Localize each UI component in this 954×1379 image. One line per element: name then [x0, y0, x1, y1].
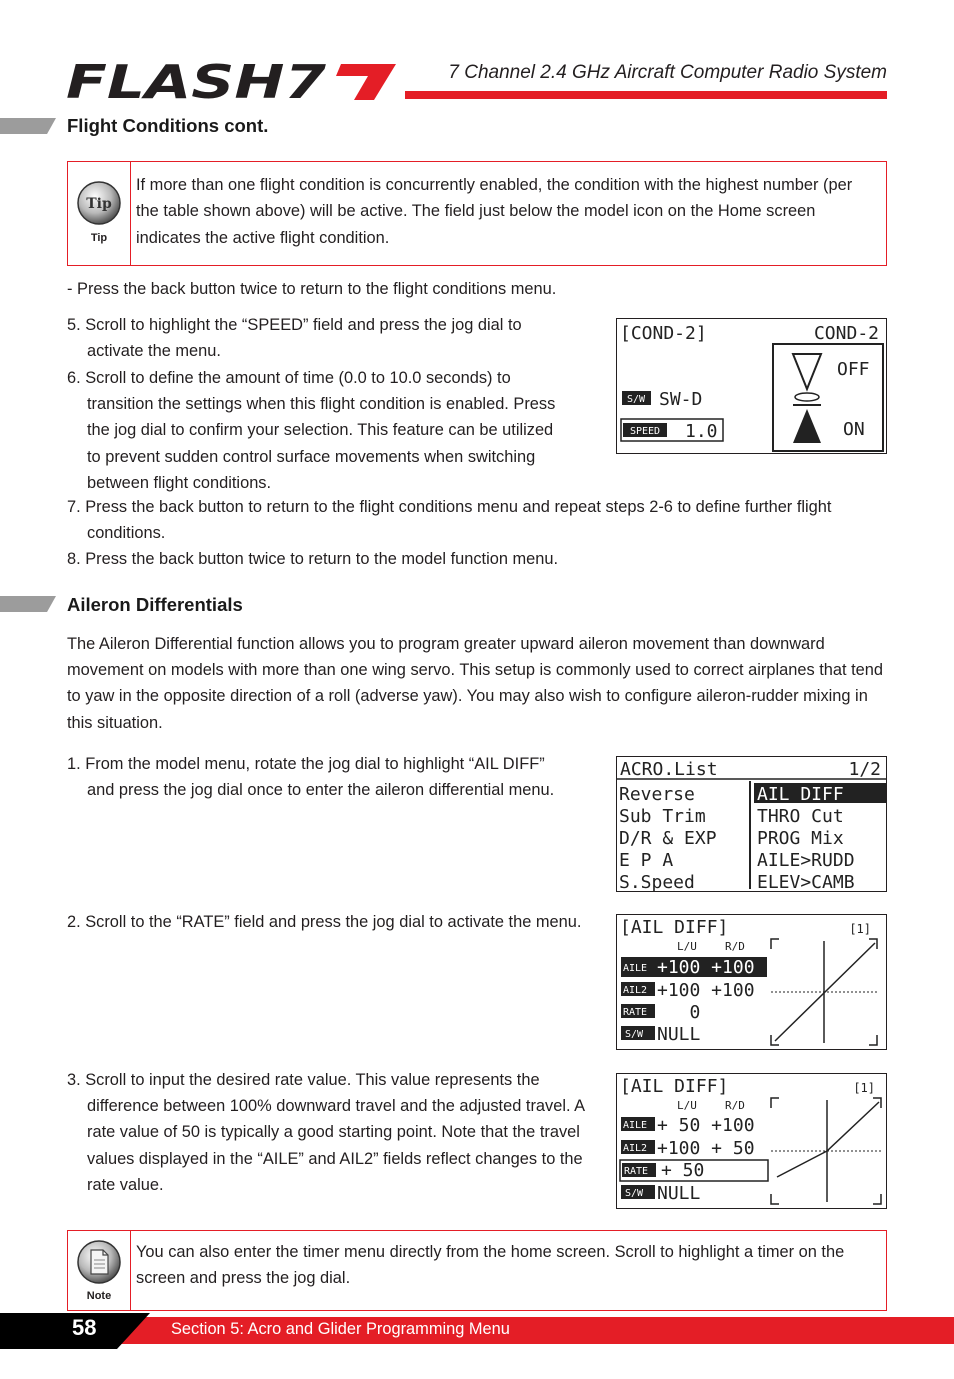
lcd-diff1-val-rate: 0	[657, 1002, 701, 1023]
lcd-list-right-4: ELEV>CAMB	[757, 872, 855, 892]
note-label: Note	[86, 1290, 112, 1302]
aileron-intro: The Aileron Differential function allows you to program greater upward aileron movement than downward movement on models with more than one wing servo. This setup is commonly used to correct airplanes that tend to yaw in the opposite direction of a roll (adverse yaw). You may also wish to configure aileron-rudder mixing in this situation.	[67, 635, 883, 732]
lcd-ail-diff-2	[616, 1073, 887, 1209]
note-text: You can also enter the timer menu directly from the home screen. Scroll to highlight a timer on the screen and press the jog dial.	[136, 1243, 845, 1288]
footer-section-title: Section 5: Acro and Glider Programming Menu	[171, 1320, 510, 1338]
lcd-diff1-title: [AIL DIFF]	[620, 917, 729, 938]
lcd-cond-right-title: COND-2	[813, 323, 879, 344]
lcd-list-left-2: D/R & EXP	[619, 828, 717, 849]
lcd-diff2-val-aile: + 50 +100	[657, 1115, 755, 1136]
lcd-diff2-col-lu: L/U	[677, 1099, 697, 1112]
section-marker	[0, 118, 56, 134]
lcd-diff1-tag-ail2: AIL2	[623, 985, 648, 996]
lcd-diff2-val-ail2: +100 + 50	[657, 1138, 755, 1159]
lcd-diff1-tag: [1]	[849, 922, 871, 936]
tip-callout	[67, 161, 887, 266]
lcd-diff2-tag: [1]	[853, 1081, 875, 1095]
switch-down-icon	[793, 409, 821, 443]
section-title-aileron-differentials: Aileron Differentials	[67, 594, 243, 615]
section-marker	[0, 596, 56, 612]
step-6: 6. Scroll to define the amount of time (0.0 to 10.0 seconds) to transition the settings when this flight condition is enabled. Press the jog dial to confirm your selection. This feature can be utilized to prevent sudden control surface movements when switching between flight conditions.	[67, 369, 556, 492]
lcd-diff2-val-rate: + 50	[661, 1160, 705, 1181]
lcd-cond-screen	[616, 318, 887, 454]
lcd-cond-speed-value: 1.0	[685, 421, 718, 442]
step-8: 8. Press the back button twice to return to the model function menu.	[67, 550, 559, 568]
lcd-list-page: 1/2	[848, 759, 881, 780]
tip-icon-cell	[68, 162, 131, 265]
tip-icon	[76, 180, 122, 226]
lcd-diff1-col-lu: L/U	[677, 940, 697, 953]
note-icon	[76, 1239, 122, 1285]
tip-text: If more than one flight condition is concurrently enabled, the condition with the highest number (per the table shown above) will be active. The field just below the model icon on the Home screen indicates the active flight condition.	[136, 176, 853, 247]
lcd-diff2-tag-aile: AILE	[623, 1120, 648, 1131]
lcd-list-right-2: PROG Mix	[757, 828, 844, 849]
lcd-diff2-col-rd: R/D	[725, 1099, 745, 1112]
logo-text: FLASH7	[66, 60, 326, 104]
lcd-diff2-tag-ail2: AIL2	[623, 1143, 648, 1154]
section-title-flight-conditions: Flight Conditions cont.	[67, 115, 269, 136]
step-5: 5. Scroll to highlight the “SPEED” field and press the jog dial to activate the menu.	[67, 316, 522, 361]
lcd-diff2-title: [AIL DIFF]	[620, 1076, 729, 1097]
lcd-cond-sw-tag: S/W	[626, 394, 646, 405]
ail-step-1: 1. From the model menu, rotate the jog dial to highlight “AIL DIFF” and press the jog dial once to enter the aileron differential menu.	[67, 755, 555, 800]
lcd-diff1-tag-aile: AILE	[623, 963, 648, 974]
ail-step-2: 2. Scroll to the “RATE” field and press the jog dial to activate the menu.	[67, 913, 582, 931]
flash7-logo	[66, 60, 396, 104]
lcd-cond-title: [COND-2]	[620, 323, 707, 344]
lcd-diff1-tag-sw: S/W	[625, 1029, 644, 1040]
lcd-ail-diff-1	[616, 914, 887, 1050]
lcd-diff1-val-sw: NULL	[657, 1024, 701, 1045]
lcd-diff1-val-aile: +100 +100	[657, 957, 755, 978]
tip-label: Tip	[90, 232, 108, 244]
lcd-cond-speed-tag: SPEED	[629, 426, 661, 437]
note-callout	[67, 1230, 887, 1311]
lcd-cond-on: ON	[843, 419, 865, 440]
lcd-list-left-4: S.Speed	[619, 872, 695, 892]
lcd-list-left-1: Sub Trim	[619, 806, 706, 827]
page-number: 58	[72, 1315, 97, 1340]
step-7: 7. Press the back button to return to the flight conditions menu and repeat steps 2-6 to define further flight conditions.	[67, 498, 832, 543]
lcd-cond-off: OFF	[837, 359, 870, 380]
lcd-list-right-0: AIL DIFF	[757, 784, 844, 805]
lcd-diff1-tag-rate: RATE	[623, 1007, 648, 1018]
lcd-acro-list	[616, 756, 887, 892]
lcd-diff1-col-rd: R/D	[725, 940, 745, 953]
lcd-diff2-val-sw: NULL	[657, 1183, 701, 1204]
lcd-cond-sw-value: SW-D	[659, 389, 703, 410]
lcd-list-title: ACRO.List	[620, 759, 718, 780]
ail-step-3: 3. Scroll to input the desired rate value. This value represents the difference between 100% downward travel and the adjusted travel. A rate value of 50 is typically a good starting point. Note that the travel values displayed in the “AILE” and AIL2” fields reflect changes to the rate value.	[67, 1071, 585, 1194]
tip-icon-text: Tip	[86, 196, 112, 212]
lcd-list-left-3: E P A	[619, 850, 674, 871]
switch-up-icon	[793, 354, 821, 389]
lcd-diff1-val-ail2: +100 +100	[657, 980, 755, 1001]
lcd-diff2-tag-sw: S/W	[625, 1188, 644, 1199]
lcd-list-left-0: Reverse	[619, 784, 695, 805]
header-subtitle: 7 Channel 2.4 GHz Aircraft Computer Radio System	[448, 62, 887, 83]
lcd-diff2-tag-rate: RATE	[624, 1166, 649, 1177]
lcd-list-right-3: AILE>RUDD	[757, 850, 855, 871]
note-icon-cell	[68, 1231, 131, 1310]
lcd-list-right-1: THRO Cut	[757, 806, 844, 827]
back-note: - Press the back button twice to return to the flight conditions menu.	[67, 280, 557, 298]
header-rule	[405, 91, 887, 99]
